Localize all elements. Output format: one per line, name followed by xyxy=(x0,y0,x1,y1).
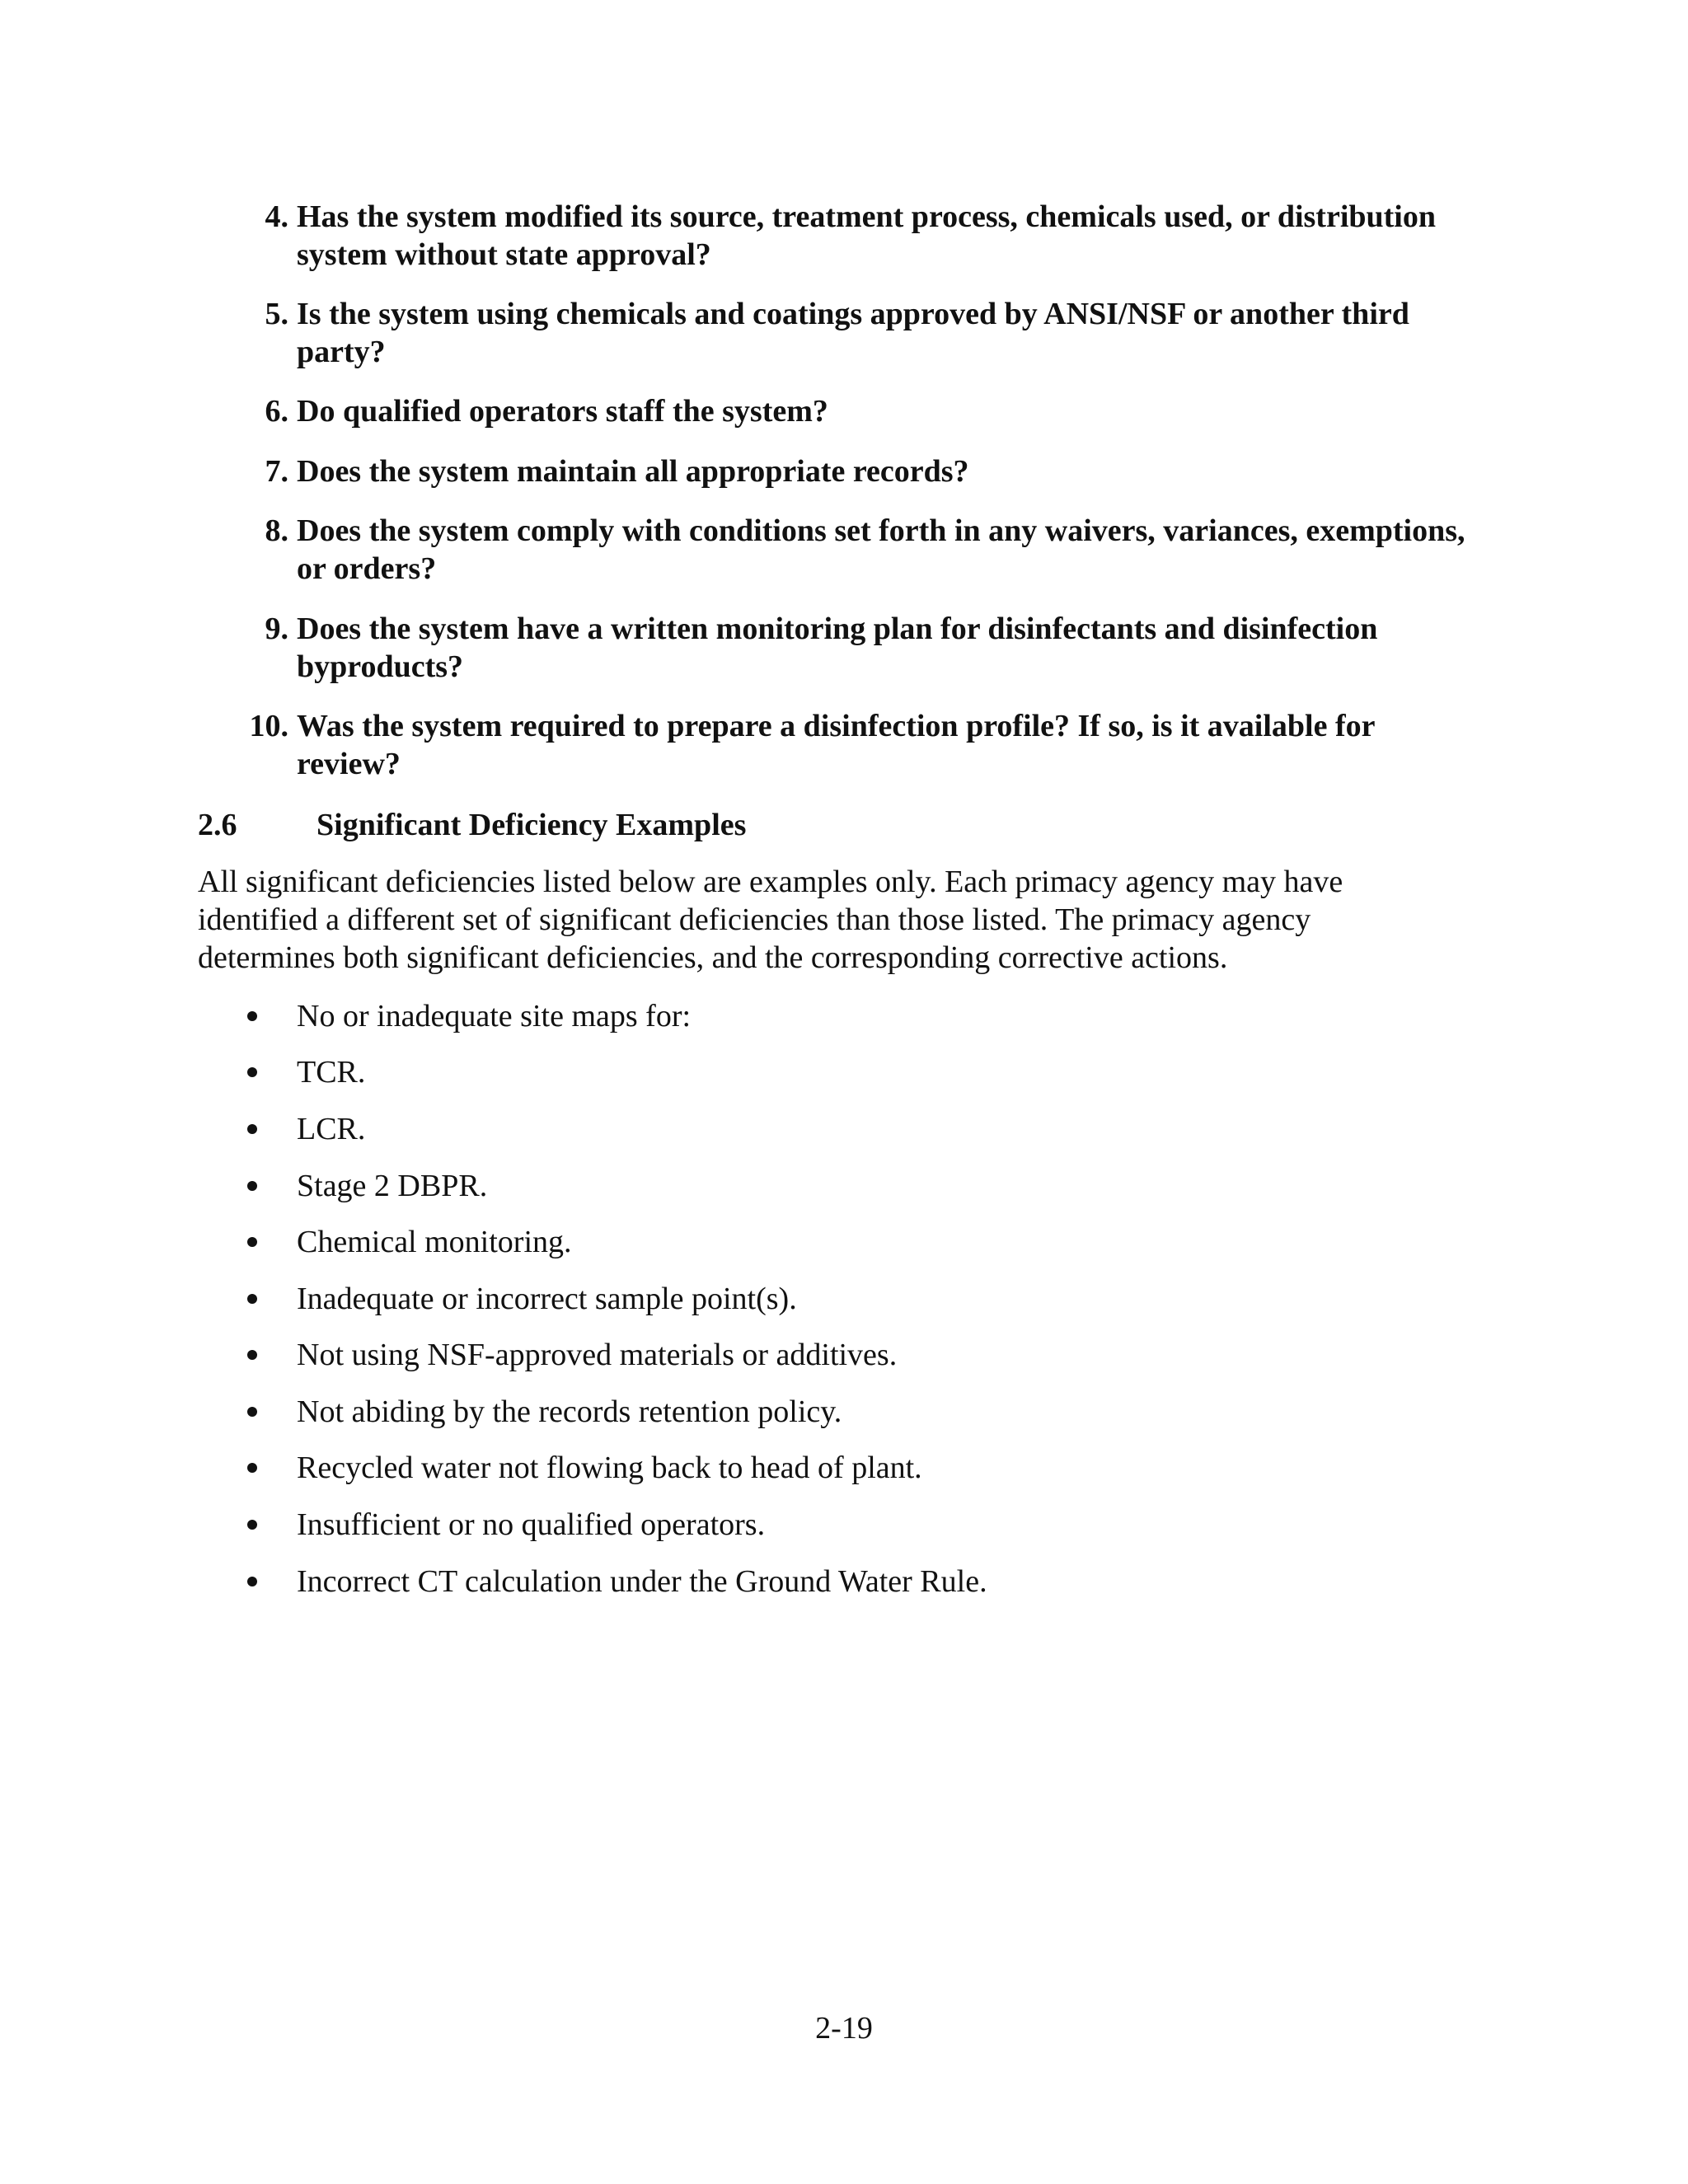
list-item xyxy=(247,1506,765,1544)
intro-line: determines both significant deficiencies, and the corresponding corrective actions. xyxy=(198,940,1228,975)
question-number: 10. xyxy=(249,709,288,743)
question-item xyxy=(198,392,1484,430)
list-item xyxy=(247,1053,365,1091)
bullet-icon xyxy=(247,1294,257,1304)
question-text: Is the system using chemicals and coatings approved by ANSI/NSF or another third party? xyxy=(297,297,1409,369)
list-item xyxy=(247,1280,797,1318)
question-number: 6. xyxy=(265,394,288,429)
list-item xyxy=(247,1167,487,1205)
page-number: 2-19 xyxy=(815,2011,873,2046)
bullet-icon xyxy=(247,1124,257,1134)
bullet-icon xyxy=(247,1181,257,1191)
bullet-icon xyxy=(247,1520,257,1530)
list-item-text: No or inadequate site maps for: xyxy=(297,999,692,1033)
question-number: 5. xyxy=(265,297,288,331)
bullet-icon xyxy=(247,1067,257,1077)
list-item xyxy=(247,1563,987,1601)
question-text: Does the system maintain all appropriate records? xyxy=(297,454,969,489)
question-text: Does the system comply with conditions set forth in any waivers, variances, exemptions, or orders? xyxy=(297,513,1465,586)
question-text: Was the system required to prepare a disinfection profile? If so, is it available for review? xyxy=(297,709,1375,781)
question-number: 9. xyxy=(265,612,288,646)
intro-line: All significant deficiencies listed below are examples only. Each primacy agency may have xyxy=(198,865,1343,899)
list-item xyxy=(247,1336,897,1374)
list-item-text: TCR. xyxy=(297,1055,366,1090)
intro-line: identified a different set of significant deficiencies than those listed. The primacy agency xyxy=(198,902,1311,937)
question-number: 8. xyxy=(265,513,288,548)
list-item-text: Recycled water not flowing back to head of plant. xyxy=(297,1451,922,1485)
intro-paragraph xyxy=(198,863,1467,977)
list-item xyxy=(247,1110,365,1148)
section-number: 2.6 xyxy=(198,808,237,842)
bullet-icon xyxy=(247,1577,257,1586)
question-item xyxy=(198,610,1484,686)
question-item xyxy=(198,707,1484,783)
list-item-text: Insufficient or no qualified operators. xyxy=(297,1507,766,1542)
list-item xyxy=(247,997,691,1035)
list-item-text: Stage 2 DBPR. xyxy=(297,1169,488,1203)
question-item xyxy=(198,452,1484,490)
list-item-text: Incorrect CT calculation under the Ground Water Rule. xyxy=(297,1564,987,1599)
list-item xyxy=(247,1223,572,1261)
question-item xyxy=(198,198,1484,274)
bullet-icon xyxy=(247,1011,257,1021)
list-item xyxy=(247,1393,842,1431)
list-item-text: Inadequate or incorrect sample point(s). xyxy=(297,1282,797,1316)
question-item xyxy=(198,512,1484,588)
question-text: Does the system have a written monitoring plan for disinfectants and disinfection byproducts? xyxy=(297,612,1378,684)
bullet-icon xyxy=(247,1237,257,1247)
list-item-text: LCR. xyxy=(297,1112,366,1146)
list-item-text: Not abiding by the records retention policy. xyxy=(297,1394,842,1429)
question-text: Do qualified operators staff the system? xyxy=(297,394,828,429)
bullet-icon xyxy=(247,1407,257,1417)
section-heading xyxy=(198,806,746,844)
list-item xyxy=(247,1449,922,1487)
question-number: 7. xyxy=(265,454,288,489)
list-item-text: Not using NSF-approved materials or additives. xyxy=(297,1338,898,1372)
bullet-icon xyxy=(247,1463,257,1473)
question-number: 4. xyxy=(265,199,288,234)
section-title: Significant Deficiency Examples xyxy=(316,808,747,842)
list-item-text: Chemical monitoring. xyxy=(297,1225,572,1259)
question-text: Has the system modified its source, treatment process, chemicals used, or distribution system without state approval? xyxy=(297,199,1436,272)
bullet-icon xyxy=(247,1350,257,1360)
question-item xyxy=(198,295,1484,371)
